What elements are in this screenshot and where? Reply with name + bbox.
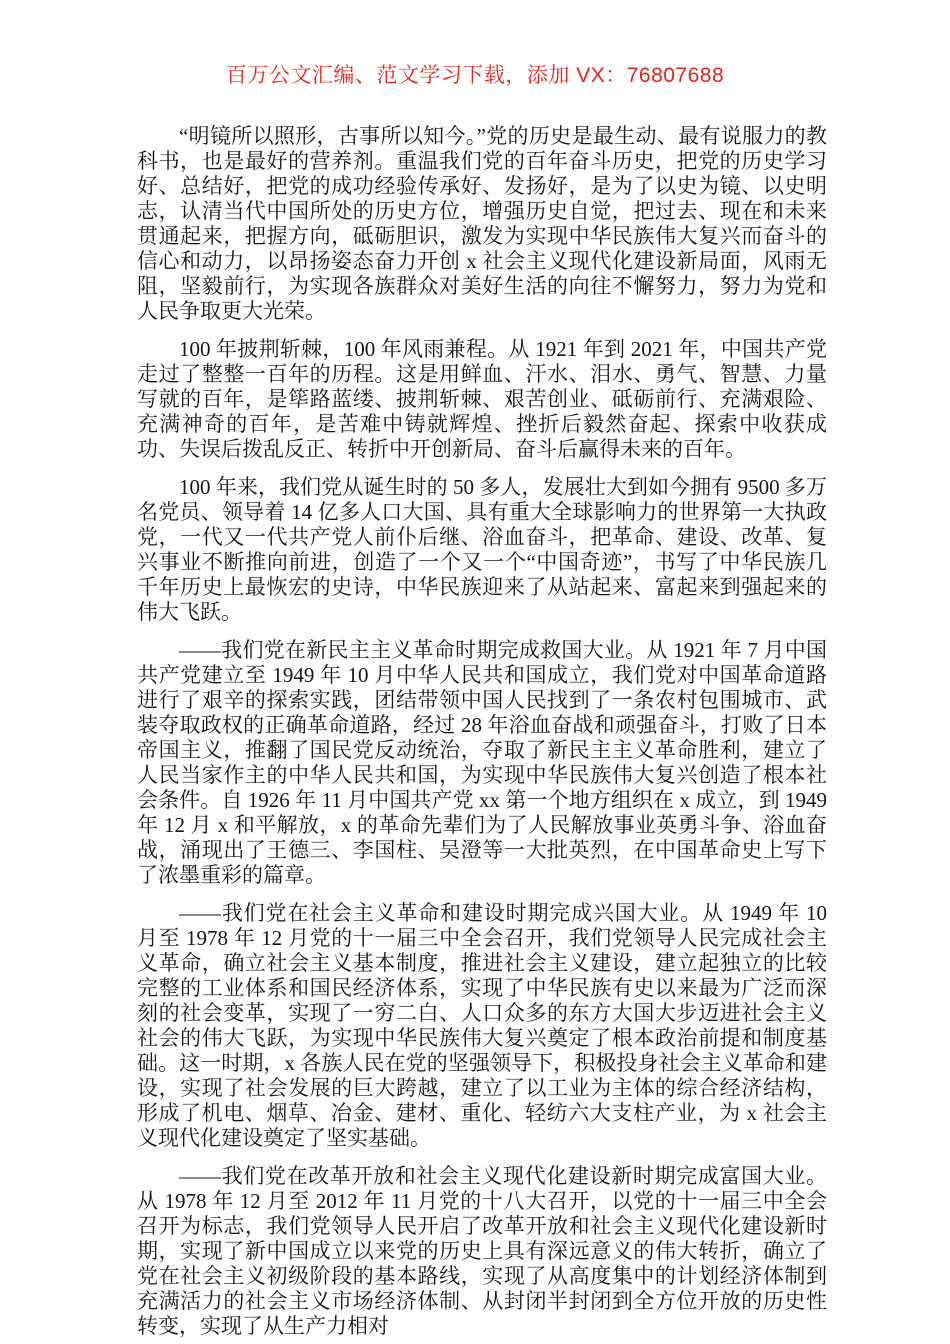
paragraph: ——我们党在新民主主义革命时期完成救国大业。从 1921 年 7 月中国共产党建立至 1949 年 10 月中华人民共和国成立，我们党对中国革命道路进行了艰辛的探索实践，团结带领中国人民找到了一条农村包围城市、武装夺取政权的正确革命道路，经过 28 年浴血奋战和顽强奋斗，打败了日本帝国主义，推翻了国民党反动统治，夺取了新民主主义革命胜利，建立了人民当家作主的中华人民共和国，为实现中华民族伟大复兴创造了根本社会条件。自 1926 年 11 月中国共产党 xx 第一个地方组织在 x 成立，到 1949 年 12 月 x 和平解放，x 的革命先辈们为了人民解放事业英勇斗争、浴血奋战，涌现出了王德三、李国柱、吴澄等一大批英烈，在中国革命史上写下了浓墨重彩的篇章。 xyxy=(137,638,827,887)
document-body xyxy=(137,124,827,1339)
paragraph: 100 年来，我们党从诞生时的 50 多人，发展壮大到如今拥有 9500 多万名党员、领导着 14 亿多人口大国、具有重大全球影响力的世界第一大执政党，一代又一代共产党人前仆后继、浴血奋斗，把革命、建设、改革、复兴事业不断推向前进，创造了一个又一个“中国奇迹”，书写了中华民族几千年历史上最恢宏的史诗，中华民族迎来了从站起来、富起来到强起来的伟大飞跃。 xyxy=(137,475,827,624)
paragraph: ——我们党在改革开放和社会主义现代化建设新时期完成富国大业。从 1978 年 12 月至 2012 年 11 月党的十八大召开，以党的十一届三中全会召开为标志，我们党领导人民开启了改革开放和社会主义现代化建设新时期，实现了新中国成立以来党的历史上具有深远意义的伟大转折，确立了党在社会主义初级阶段的基本路线，实现了从高度集中的计划经济体制到充满活力的社会主义市场经济体制、从封闭半封闭到全方位开放的历史性转变，实现了从生产力相对 xyxy=(137,1164,827,1338)
paragraph: ——我们党在社会主义革命和建设时期完成兴国大业。从 1949 年 10 月至 1978 年 12 月党的十一届三中全会召开，我们党领导人民完成社会主义革命，确立社会主义基本制度，推进社会主义建设，建立起独立的比较完整的工业体系和国民经济体系，实现了中华民族有史以来最为广泛而深刻的社会变革，实现了一穷二白、人口众多的东方大国大步迈进社会主义社会的伟大飞跃，为实现中华民族伟大复兴奠定了根本政治前提和制度基础。这一时期，x 各族人民在党的坚强领导下，积极投身社会主义革命和建设，实现了社会发展的巨大跨越，建立了以工业为主体的综合经济结构，形成了机电、烟草、冶金、建材、重化、轻纺六大支柱产业，为 x 社会主义现代化建设奠定了坚实基础。 xyxy=(137,901,827,1150)
paragraph: 100 年披荆斩棘，100 年风雨兼程。从 1921 年到 2021 年，中国共产党走过了整整一百年的历程。这是用鲜血、汗水、泪水、勇气、智慧、力量写就的百年，是筚路蓝缕、披荆斩棘、艰苦创业、砥砺前行、充满艰险、充满神奇的百年，是苦难中铸就辉煌、挫折后毅然奋起、探索中收获成功、失误后拨乱反正、转折中开创新局、奋斗后赢得未来的百年。 xyxy=(137,337,827,461)
paragraph: “明镜所以照形，古事所以知今。”党的历史是最生动、最有说服力的教科书，也是最好的营养剂。重温我们党的百年奋斗历史，把党的历史学习好、总结好，把党的成功经验传承好、发扬好，是为了以史为镜、以史明志，认清当代中国所处的历史方位，增强历史自觉，把过去、现在和未来贯通起来，把握方向，砥砺胆识，激发为实现中华民族伟大复兴而奋斗的信心和动力，以昂扬姿态奋力开创 x 社会主义现代化建设新局面，风雨无阻，坚毅前行，为实现各族群众对美好生活的向往不懈努力，努力为党和人民争取更大光荣。 xyxy=(137,124,827,323)
watermark-banner: 百万公文汇编、范文学习下载，添加 VX：76807688 xyxy=(225,64,725,87)
